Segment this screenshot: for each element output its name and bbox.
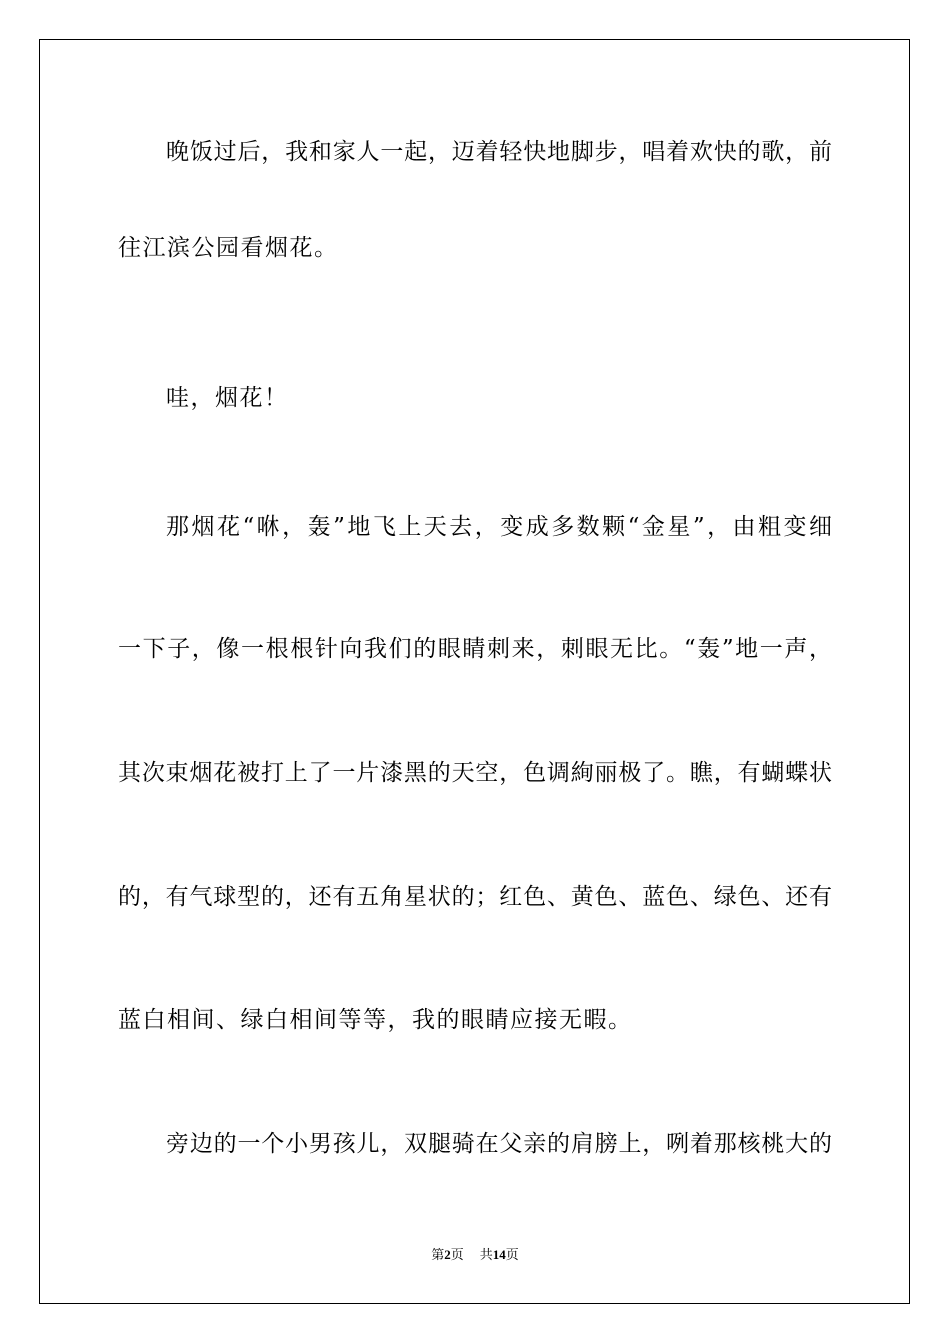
text-line-8: 蓝白相间、绿白相间等等，我的眼睛应接无暇。 [118, 1007, 633, 1033]
text-line-7: 的，有气球型的，还有五角星状的；红色、黄色、蓝色、绿色、还有 [118, 884, 832, 910]
total-prefix: 共 [479, 1247, 493, 1262]
page-footer [0, 1246, 950, 1264]
text-line-2: 往江滨公园看烟花。 [118, 235, 339, 261]
text-line-3: 哇，烟花！ [166, 385, 289, 411]
page-frame [39, 39, 910, 1304]
text-line-4: 那烟花“咻，轰”地飞上天去，变成多数颗“金星”，由粗变细 [166, 514, 832, 540]
page-number: 2 [444, 1247, 451, 1262]
text-line-5: 一下子，像一根根针向我们的眼睛刺来，刺眼无比。“轰”地一声， [118, 636, 832, 662]
text-line-1: 晚饭过后，我和家人一起，迈着轻快地脚步，唱着欢快的歌，前 [166, 139, 832, 165]
text-line-9: 旁边的一个小男孩儿，双腿骑在父亲的肩膀上，咧着那核桃大的 [166, 1131, 832, 1157]
page-prefix: 第 [431, 1247, 445, 1262]
total-suffix: 页 [505, 1247, 519, 1262]
text-line-6: 其次束烟花被打上了一片漆黑的天空，色调絢丽极了。瞧，有蝴蝶状 [118, 760, 832, 786]
page-suffix: 页 [450, 1247, 464, 1262]
total-pages: 14 [492, 1247, 506, 1262]
